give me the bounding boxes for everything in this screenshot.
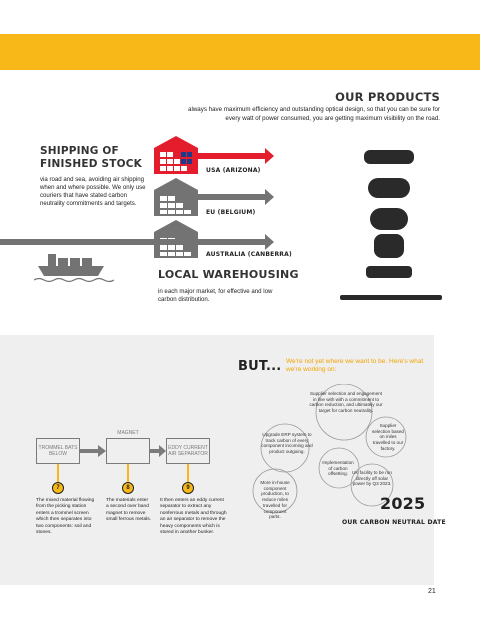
step-9-text: It then enters an eddy current separator to extract any nonferrous metals and through an air separator to remove the heavy components which is stored in another bunker. — [160, 498, 227, 536]
cargo-ship-icon — [34, 250, 114, 284]
header-bar — [0, 34, 480, 70]
carbon-neutral-year: 2025 — [380, 494, 426, 513]
local-warehousing-text: in each major market, for effective and low carbon distribution. — [158, 288, 273, 304]
but-subtitle: We're not yet where we want to be. Here's what we're working on: — [286, 358, 424, 374]
slim-lightbar-product-image — [366, 266, 412, 278]
warehouse-usa-icon — [152, 134, 200, 176]
stage-arrow-icon — [150, 444, 168, 458]
long-lightbar-product-image — [340, 295, 442, 300]
warehouse-label-eu: EU (BELGIUM) — [206, 209, 256, 216]
lightbar-product-image — [364, 150, 414, 164]
round-lamp-product-image — [368, 178, 410, 198]
magnet-stage-box — [106, 430, 150, 464]
warehouse-label-australia: AUSTRALIA (CANBERRA) — [206, 251, 292, 258]
square-lamp-product-image — [374, 234, 404, 258]
connector-line — [127, 464, 129, 484]
stage-arrow-icon — [80, 444, 108, 458]
step-number-7: 7 — [52, 482, 64, 494]
step-number-8: 8 — [122, 482, 134, 494]
compact-lamp-product-image — [370, 208, 408, 230]
step-8-text: The materials enter a second over band magnet to remove small ferrous metals. — [106, 498, 152, 523]
shipping-arrow-usa — [196, 153, 266, 159]
page-number: 21 — [428, 588, 436, 595]
carbon-neutral-label: OUR CARBON NEUTRAL DATE — [342, 519, 446, 526]
bubble-in-house-production: More in-house component production, to reduce miles travelled for component parts. — [260, 480, 290, 520]
shipping-arrow-australia — [0, 239, 266, 245]
step-7-text: The mixed material flowing from the picking station enters a trommel screen which then separates into two components: soil and stones. — [36, 498, 95, 536]
our-products-text: always have maximum efficiency and outstanding optical design, so that you can be sure for every watt of power consumed, you are getting maximum visibility on the road. — [188, 106, 440, 122]
our-products-heading: OUR PRODUCTS — [335, 90, 440, 104]
warehouse-label-usa: USA (ARIZONA) — [206, 167, 261, 174]
bubble-uk-solar: UK facility to be run directly off solar power by Q3 2023. — [352, 470, 392, 487]
bubble-erp-upgrade: Upgrade ERP system to track carbon of every component incoming and product outgoing. — [261, 432, 313, 455]
but-heading: BUT... — [238, 359, 282, 374]
shipping-arrow-eu — [196, 194, 266, 200]
bubble-supplier-miles: Supplier selection based on miles travelled to our factory. — [372, 423, 404, 451]
step-number-9: 9 — [182, 482, 194, 494]
warehouse-eu-icon — [152, 176, 200, 218]
magnet-stage-label: MAGNET — [117, 430, 139, 436]
shipping-heading: SHIPPING OF FINISHED STOCK — [40, 145, 142, 170]
connector-line — [187, 464, 189, 484]
connector-line — [57, 464, 59, 484]
shipping-text: via road and sea, avoiding air shipping when and where possible. We only use couriers that have stated carbon neutrality commitments and targets. — [40, 176, 146, 208]
local-warehousing-heading: LOCAL WAREHOUSING — [158, 268, 299, 281]
bubble-supplier-engagement: Supplier selection and engagement in line with with a commitment to carbon reduction, and ultimately our target for carbon neutrality. — [309, 391, 383, 414]
eddy-current-stage-box: EDDY CURRENT AIR SEPARATOR — [166, 438, 210, 464]
trommel-stage-box: TROMMEL BATS BELOW — [36, 438, 80, 464]
bubble-carbon-offsetting: Implementation of carbon offsetting. — [322, 460, 354, 477]
